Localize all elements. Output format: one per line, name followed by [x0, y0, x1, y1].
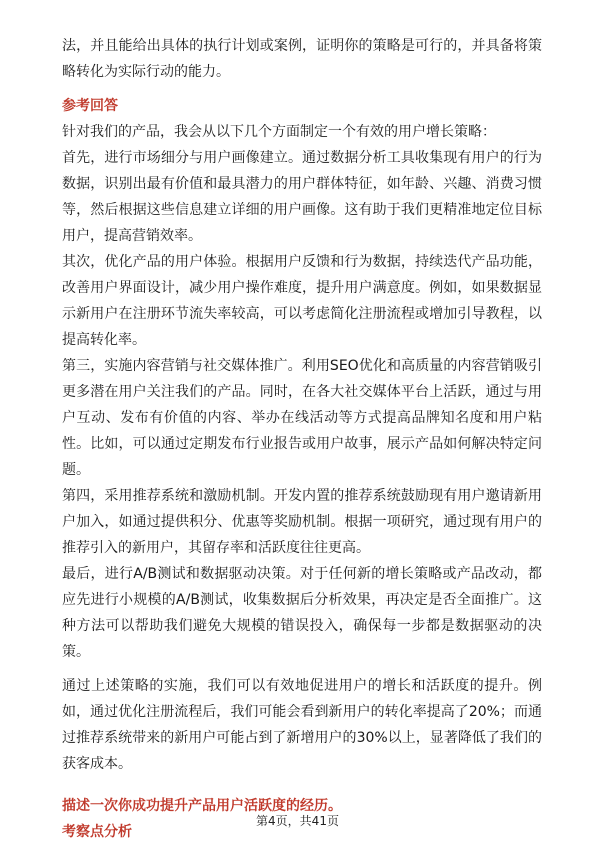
intro-continuation: 法，并且能给出具体的执行计划或案例，证明你的策略是可行的，并具备将策略转化为实际行动的能力。 — [62, 38, 542, 80]
next-question-heading: 描述一次你成功提升产品用户活跃度的经历。 — [62, 798, 342, 814]
answer-paragraph-fourth: 第四，采用推荐系统和激励机制。开发内置的推荐系统鼓励现有用户邀请新用户加入，如通过提供积分、优惠等奖励机制。根据一项研究，通过现有用户的推荐引入的新用户，其留存率和活跃度往往更高。 — [62, 488, 542, 556]
answer-paragraph-summary: 通过上述策略的实施，我们可以有效地促进用户的增长和活跃度的提升。例如，通过优化注册流程后，我们可能会看到新用户的转化率提高了20%；而通过推荐系统带来的新用户可能占到了新增用户的30%以上，显著降低了我们的获客成本。 — [62, 678, 542, 772]
answer-paragraph-first: 首先，进行市场细分与用户画像建立。通过数据分析工具收集现有用户的行为数据，识别出最有价值和最具潜力的用户群体特征，如年龄、兴趣、消费习惯等，然后根据这些信息建立详细的用户画像。这有助于我们更精准地定位目标用户，提高营销效率。 — [62, 150, 542, 244]
reference-answer-heading: 参考回答 — [62, 98, 118, 114]
answer-paragraph-second: 其次，优化产品的用户体验。根据用户反馈和行为数据，持续迭代产品功能，改善用户界面设计，减少用户操作难度，提升用户满意度。例如，如果数据显示新用户在注册环节流失率较高，可以考虑简化注册流程或增加引导教程，以提高转化率。 — [62, 254, 542, 348]
answer-paragraph-last: 最后，进行A/B测试和数据驱动决策。对于任何新的增长策略或产品改动，都应先进行小规模的A/B测试，收集数据后分析效果，再决定是否全面推广。这种方法可以帮助我们避免大规模的错误投入，确保每一步都是数据驱动的决策。 — [62, 566, 542, 660]
answer-paragraph-lead: 针对我们的产品，我会从以下几个方面制定一个有效的用户增长策略： — [62, 124, 496, 140]
page-content — [62, 33, 542, 845]
page-footer: 第4页，共41页 — [256, 814, 339, 828]
answer-paragraph-third: 第三，实施内容营销与社交媒体推广。利用SEO优化和高质量的内容营销吸引更多潜在用户关注我们的产品。同时，在各大社交媒体平台上活跃，通过与用户互动、发布有价值的内容、举办在线活动等方式提高品牌知名度和用户粘性。比如，可以通过定期发布行业报告或用户故事，展示产品如何解决特定问题。 — [62, 358, 542, 478]
analysis-heading: 考察点分析 — [62, 824, 132, 840]
